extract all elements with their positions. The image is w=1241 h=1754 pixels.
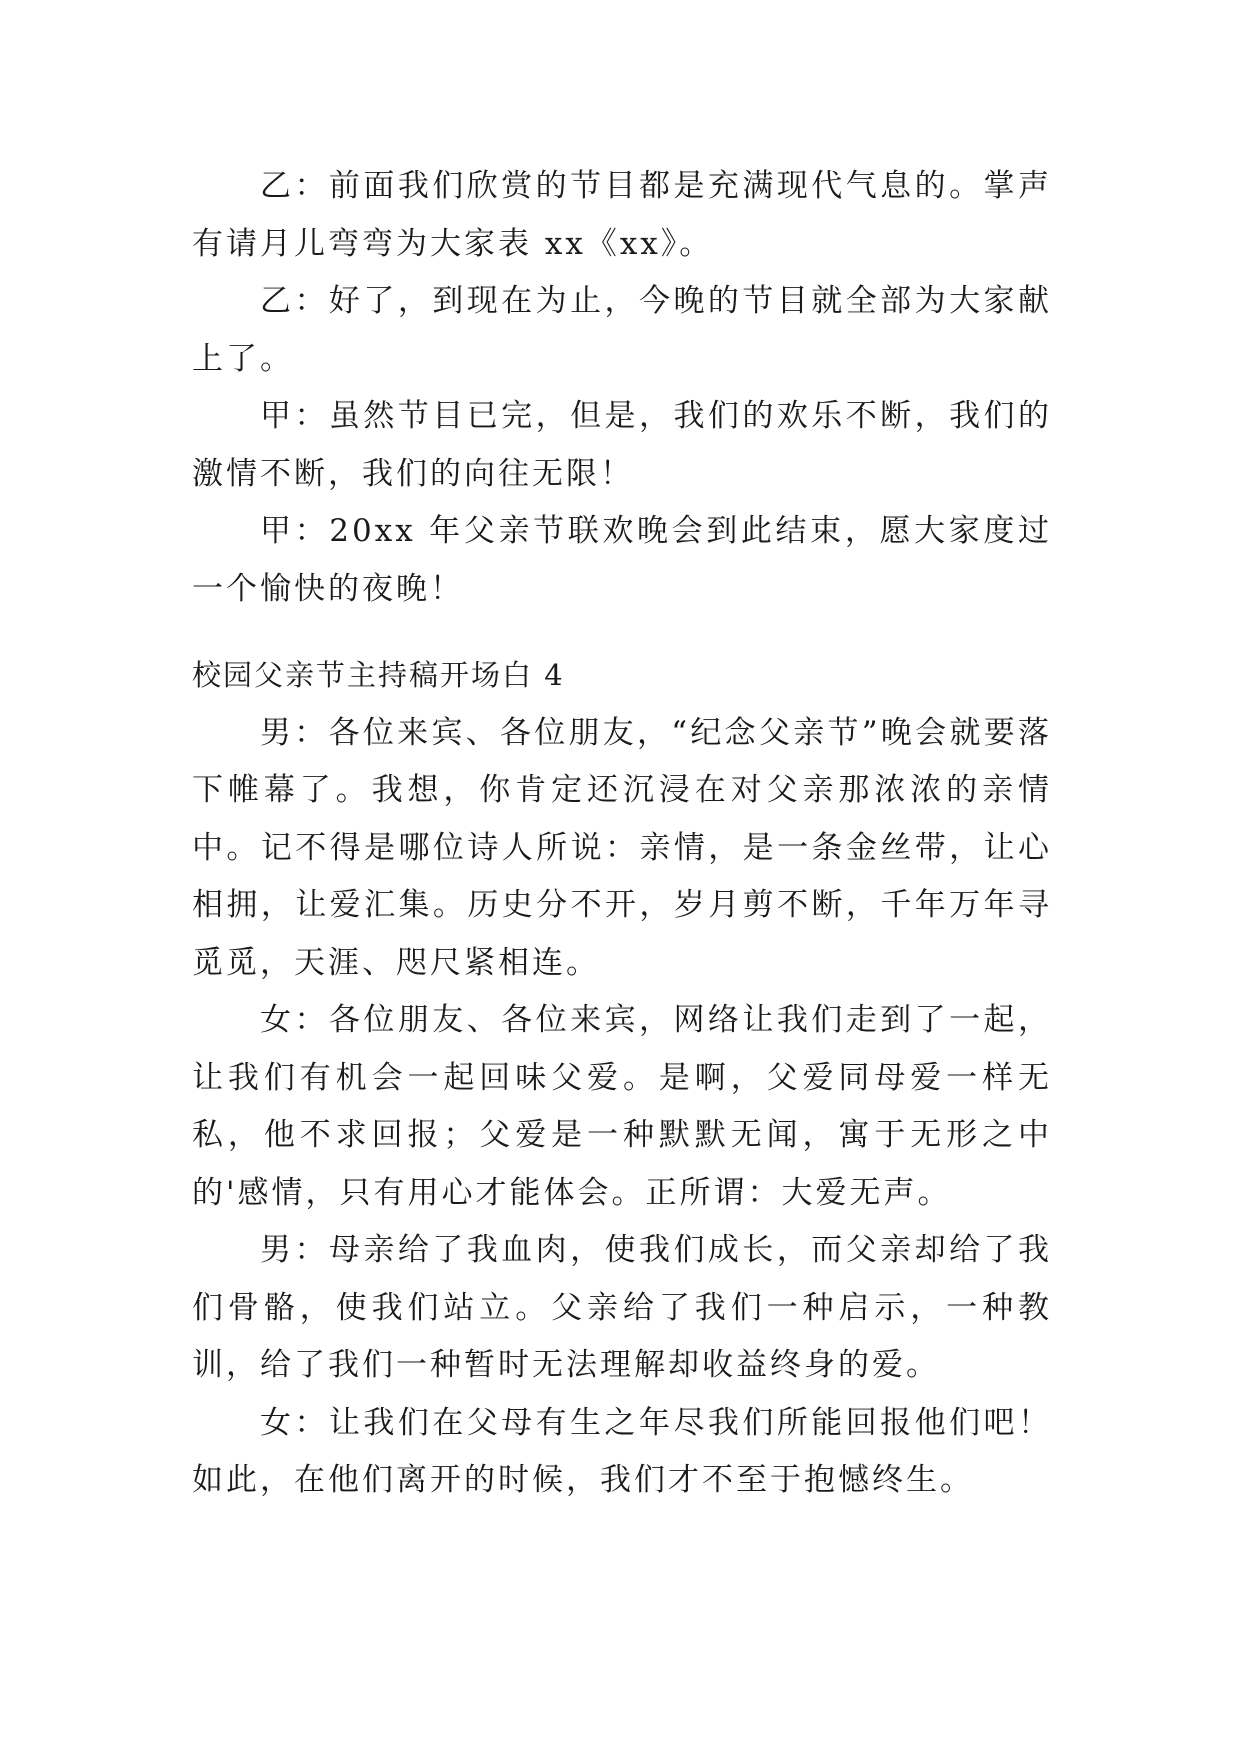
paragraph: 男：母亲给了我血肉，使我们成长，而父亲却给了我们骨骼，使我们站立。父亲给了我们一种启示，一种教训，给了我们一种暂时无法理解却收益终身的爱。 (192, 1232, 1052, 1383)
paragraph: 女：让我们在父母有生之年尽我们所能回报他们吧！如此，在他们离开的时候，我们才不至于抱憾终生。 (192, 1404, 1052, 1498)
section-heading: 校园父亲节主持稿开场白 4 (192, 658, 565, 692)
paragraph: 女：各位朋友、各位来宾，网络让我们走到了一起，让我们有机会一起回味父爱。是啊，父爱同母爱一样无私，他不求回报；父爱是一种默默无闻，寓于无形之中的'感情，只有用心才能体会。正所谓：大爱无声。 (192, 1002, 1052, 1211)
paragraph: 乙：好了，到现在为止，今晚的节目就全部为大家献上了。 (192, 283, 1052, 377)
document-page (192, 158, 1052, 1510)
paragraph: 甲：虽然节目已完，但是，我们的欢乐不断，我们的激情不断，我们的向往无限！ (192, 398, 1052, 492)
paragraph: 乙：前面我们欣赏的节目都是充满现代气息的。掌声有请月儿弯弯为大家表 xx《xx》。 (192, 168, 1052, 262)
paragraph: 甲：20xx 年父亲节联欢晚会到此结束，愿大家度过一个愉快的夜晚！ (192, 513, 1052, 607)
paragraph: 男：各位来宾、各位朋友，“纪念父亲节”晚会就要落下帷幕了。我想，你肯定还沉浸在对父亲那浓浓的亲情中。记不得是哪位诗人所说：亲情，是一条金丝带，让心相拥，让爱汇集。历史分不开，岁月剪不断，千年万年寻觅觅，天涯、咫尺紧相连。 (192, 714, 1052, 981)
section-spacer (192, 618, 1052, 647)
